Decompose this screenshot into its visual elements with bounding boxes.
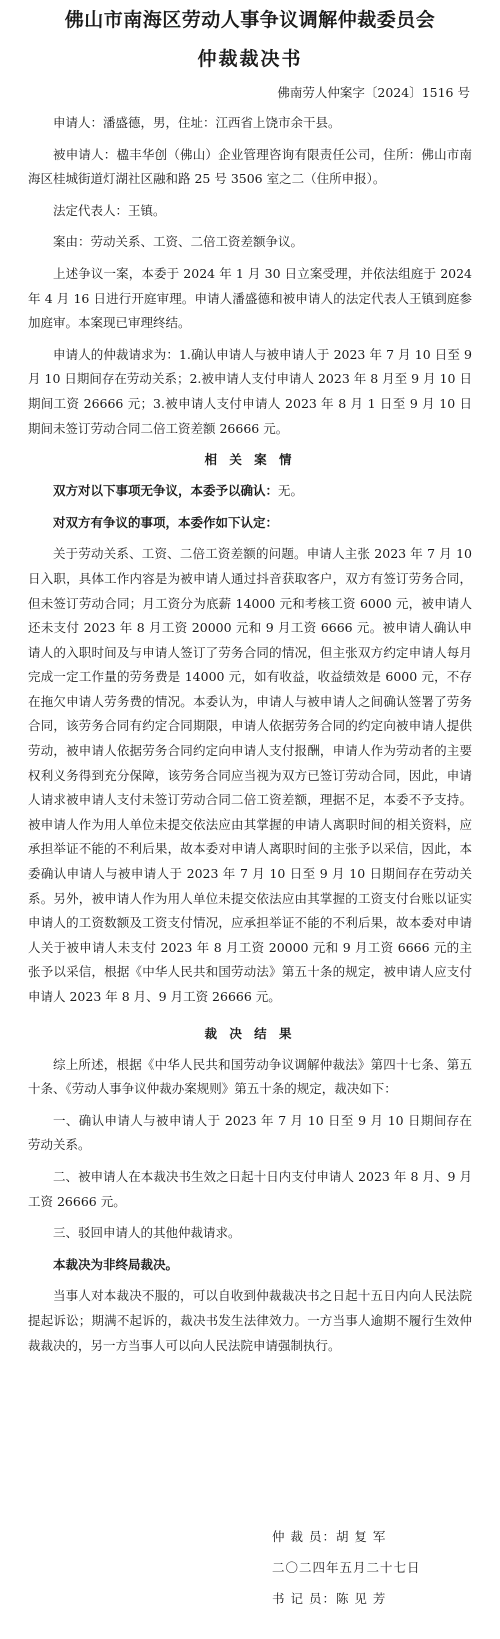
ruling-item-2: 二、被申请人在本裁决书生效之日起十日内支付申请人 2023 年 8 月、9 月工资 26666 元。 (28, 1168, 472, 1209)
procedure-paragraph: 上述争议一案，本委于 2024 年 1 月 30 日立案受理，并依法组庭于 2024 年 4 月 16 日进行开庭审理。申请人潘盛德和被申请人的法定代表人王镇到庭参加庭审。本案现已审理终结。 (28, 265, 472, 331)
ruling-item-1: 一、确认申请人与被申请人于 2023 年 7 月 10 日至 9 月 10 日期间存在劳动关系。 (28, 1112, 472, 1153)
ruling-heading: 裁 决 结 果 (204, 1025, 296, 1041)
appeal-notice: 当事人对本裁决不服的，可以自收到仲裁裁决书之日起十五日内向人民法院提起诉讼；期满不起诉的，裁决书发生法律效力。一方当事人逾期不履行生效仲裁裁决的，另一方当事人可以向人民法院申请强制执行。 (28, 1288, 472, 1353)
undisputed-label: 双方对以下事项无争议，本委予以确认： (53, 483, 279, 499)
respondent-info: 被申请人：楹丰华创（佛山）企业管理咨询有限责任公司，住所：佛山市南海区桂城街道灯湖社区融和路 25 号 3506 室之二（住所申报）。 (28, 146, 472, 187)
disputed-label: 对双方有争议的事项，本委作如下认定： (53, 514, 279, 530)
award-date: 二〇二四年五月二十七日 (272, 1560, 421, 1575)
case-number: 佛南劳人仲案字〔2024〕1516 号 (277, 85, 470, 100)
signature-block (0, 1524, 500, 1611)
non-final-notice: 本裁决为非终局裁决。 (53, 1256, 179, 1272)
disputed-findings: 关于劳动关系、工资、二倍工资差额的问题。申请人主张 2023 年 7 月 10 日入职，具体工作内容是为被申请人通过抖音获取客户，双方有签订劳务合同，但未签订劳动合同；月工资分为底薪 14000 元和考核工资 6000 元，被申请人还未支付 2023 年 8 月工资 20000 元和 9 月工资 6666 元。被申请人确认申请人的入职时间及与申请人签订了劳务合同的情况，但主张双方约定申请人每月完成一定工作量的劳务费是 14000 元，如有收益，收益绩效是 6000 元，不存在拖欠申请人劳务费的情况。本委认为，申请人与被申请人之间确认签署了劳务合同，该劳务合同有约定合同期限，申请人依据劳务合同的约定向被申请人提供劳动，被申请人依据劳务合同约定向申请人支付报酬，申请人作为劳动者的主要权利义务得到充分保障，该劳务合同应当视为双方已签订劳动合同，因此，申请人请求被申请人支付未签订劳动合同二倍工资差额，理据不足，本委不予支持。被申请人作为用人单位未提交依法应由其掌握的申请人离职时间的相关资料，应承担举证不能的不利后果，故本委对申请人离职时间的主张予以采信，因此，本委确认申请人与被申请人于 2023 年 7 月 10 日至 9 月 10 日期间存在劳动关系。另外，被申请人作为用人单位未提交依法应由其掌握的工资支付台账以证实申请人的工资数额及工资支付情况，应承担举证不能的不利后果，故本委对申请人关于被申请人未支付 2023 年 8 月工资 20000 元和 9 月工资 6666 元的主张予以采信，根据《中华人民共和国劳动法》第五十条的规定，被申请人应支付申请人 2023 年 8 月、9 月工资 26666 元。 (28, 546, 472, 1004)
doc-title: 仲裁裁决书 (197, 48, 303, 70)
cause-of-action: 案由：劳动关系、工资、二倍工资差额争议。 (53, 234, 304, 250)
undisputed-value: 无。 (278, 483, 304, 499)
arbitrator-signature: 仲 裁 员：胡 复 军 (272, 1529, 387, 1544)
claims-paragraph: 申请人的仲裁请求为：1.确认申请人与被申请人于 2023 年 7 月 10 日至 9 月 10 日期间存在劳动关系；2.被申请人支付申请人 2023 年 8 月至 9 月 10 日期间工资 26666 元；3.被申请人支付申请人 2023 年 8 月 1 日至 9 月 10 日期间未签订劳动合同二倍工资差额 26666 元。 (28, 346, 472, 436)
clerk-signature: 书 记 员：陈 见 芳 (272, 1591, 387, 1606)
ruling-item-3: 三、驳回申请人的其他仲裁请求。 (53, 1225, 241, 1241)
applicant-info: 申请人：潘盛德，男，住址：江西省上饶市余干县。 (53, 115, 341, 130)
org-title: 佛山市南海区劳动人事争议调解仲裁委员会 (64, 9, 436, 31)
ruling-intro: 综上所述，根据《中华人民共和国劳动争议调解仲裁法》第四十七条、第五十条、《劳动人事争议仲裁办案规则》第五十条的规定，裁决如下： (28, 1056, 472, 1097)
legal-representative: 法定代表人：王镇。 (53, 202, 166, 218)
undisputed-paragraph (28, 479, 472, 504)
facts-heading: 相 关 案 情 (204, 452, 296, 468)
